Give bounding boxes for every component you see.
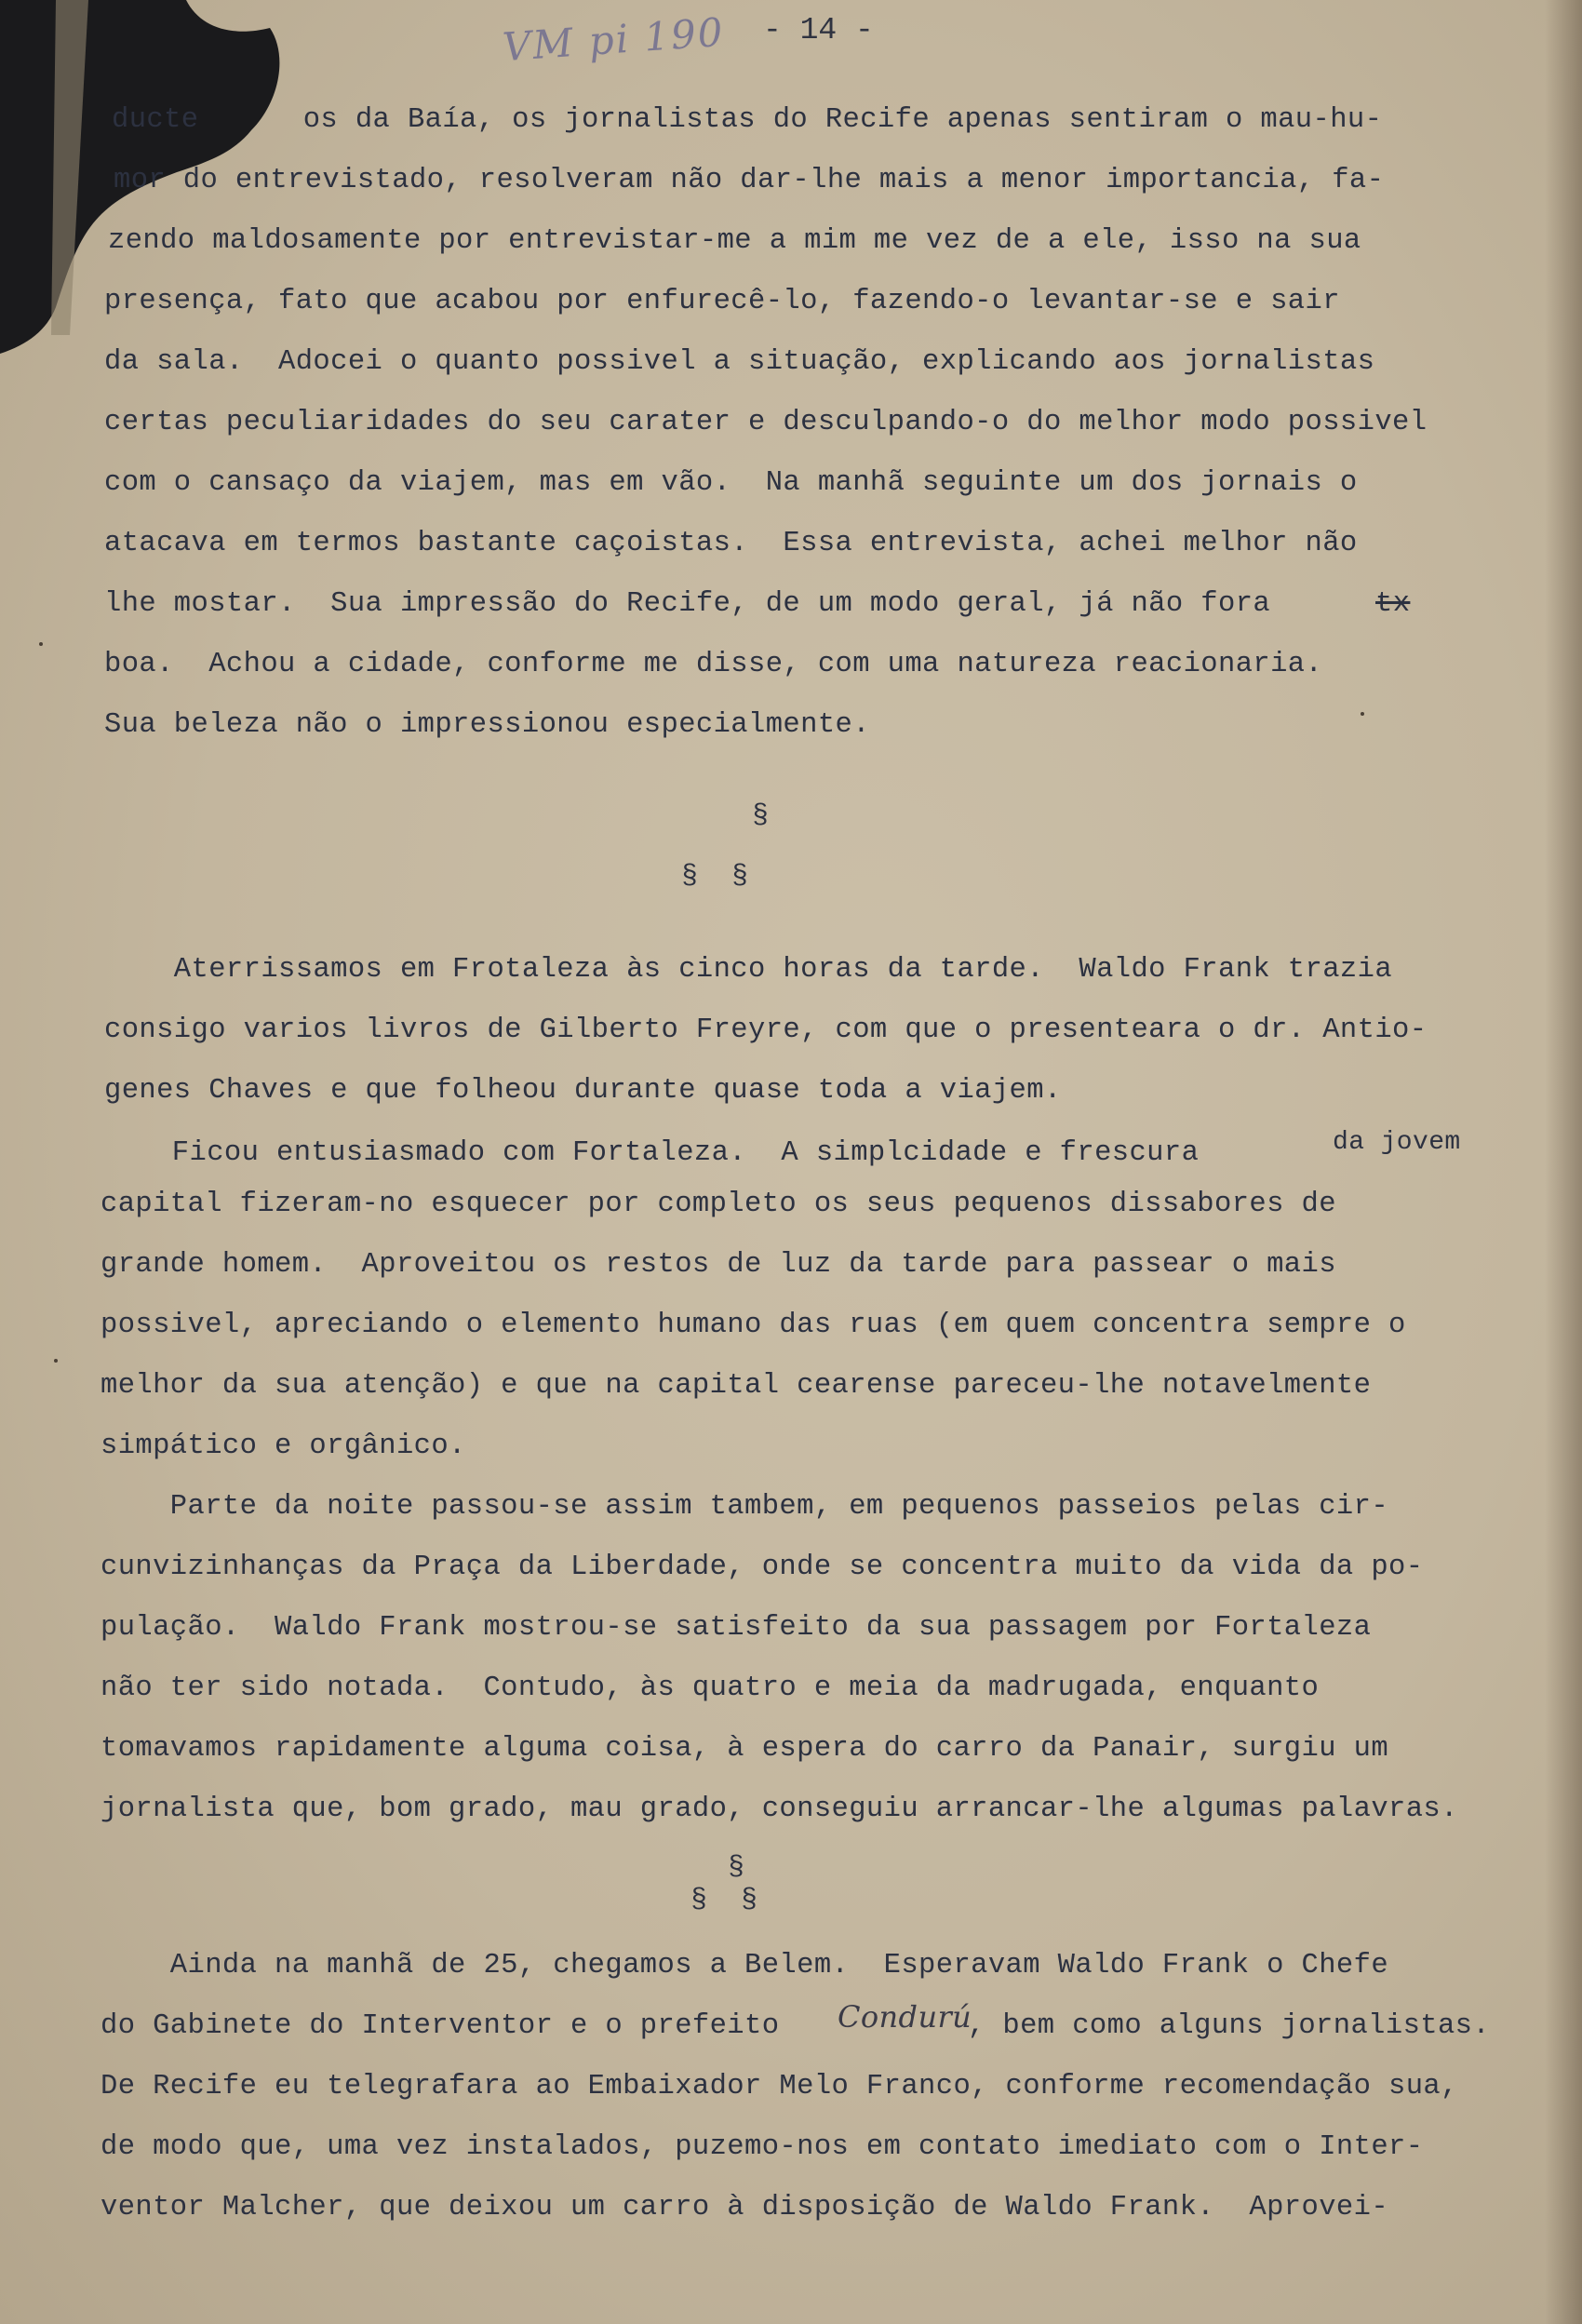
struck-text: tx bbox=[1375, 588, 1411, 620]
section-mark: § bbox=[752, 800, 770, 832]
text-line: genes Chaves e que folheou durante quase toda a viajem. bbox=[104, 1075, 1062, 1107]
archive-mark: VM pi 190 bbox=[501, 8, 726, 71]
text-line: não ter sido notada. Contudo, às quatro e meia da madrugada, enquanto bbox=[101, 1672, 1320, 1704]
paper-speck bbox=[39, 642, 43, 646]
text-line: Ainda na manhã de 25, chegamos a Belem. Esperavam Waldo Frank o Chefe bbox=[101, 1950, 1389, 1981]
paper-speck bbox=[54, 1359, 58, 1363]
text-line: mor do entrevistado, resolveram não dar-lhe mais a menor importancia, fa- bbox=[114, 165, 1385, 196]
text-line: consigo varios livros de Gilberto Freyre, com que o presenteara o dr. Antio- bbox=[104, 1014, 1428, 1046]
text-line: lhe mostar. Sua impressão do Recife, de um modo geral, já não fora bbox=[104, 588, 1271, 620]
text-line: melhor da sua atenção) e que na capital cearense pareceu-lhe notavelmente bbox=[101, 1370, 1372, 1402]
text-line: Sua beleza não o impressionou especialmente. bbox=[104, 709, 870, 741]
text-line: certas peculiaridades do seu carater e desculpando-o do melhor modo possivel bbox=[104, 407, 1428, 438]
text-line: atacava em termos bastante caçoistas. Essa entrevista, achei melhor não bbox=[104, 528, 1358, 559]
text-line: simpático e orgânico. bbox=[101, 1431, 466, 1462]
text-line: da sala. Adocei o quanto possivel a situação, explicando aos jornalistas bbox=[104, 346, 1375, 378]
text-line: possivel, apreciando o elemento humano das ruas (em quem concentra sempre o bbox=[101, 1310, 1406, 1341]
text-line: pulação. Waldo Frank mostrou-se satisfeito da sua passagem por Fortaleza bbox=[101, 1612, 1372, 1644]
paper-edge-shadow bbox=[1545, 0, 1582, 2324]
text-line: grande homem. Aproveitou os restos de luz da tarde para passear o mais bbox=[101, 1249, 1336, 1281]
paper-speck bbox=[1361, 712, 1364, 716]
text-line: Ficou entusiasmado com Fortaleza. A simplcidade e frescura bbox=[102, 1137, 1200, 1169]
page-number: - 14 - bbox=[763, 13, 874, 47]
text-line: tomavamos rapidamente alguma coisa, à espera do carro da Panair, surgiu um bbox=[101, 1733, 1389, 1765]
text-line: , bem como alguns jornalistas. bbox=[968, 2010, 1491, 2042]
text-line: presença, fato que acabou por enfurecê-lo, fazendo-o levantar-se e sair bbox=[104, 286, 1340, 317]
handwritten-name: Condurú bbox=[838, 1999, 972, 2035]
text-line: com o cansaço da viajem, mas em vão. Na manhã seguinte um dos jornais o bbox=[104, 467, 1358, 499]
text-line: Aterrissamos em Frotaleza às cinco horas da tarde. Waldo Frank trazia bbox=[104, 954, 1393, 986]
text-line: boa. Achou a cidade, conforme me disse, com uma natureza reacionaria. bbox=[104, 649, 1323, 680]
text-line: do Gabinete do Interventor e o prefeito bbox=[101, 2010, 780, 2042]
text-line: Parte da noite passou-se assim tambem, em pequenos passeios pelas cir- bbox=[101, 1491, 1389, 1523]
text-line: capital fizeram-no esquecer por completo os seus pequenos dissabores de bbox=[101, 1189, 1336, 1220]
text-line: de modo que, uma vez instalados, puzemo-nos em contato imediato com o Inter- bbox=[101, 2131, 1424, 2163]
section-mark: § bbox=[728, 1852, 745, 1884]
section-mark: § § bbox=[690, 1885, 758, 1916]
text-line: jornalista que, bom grado, mau grado, conseguiu arrancar-lhe algumas palavras. bbox=[101, 1793, 1458, 1825]
section-mark: § § bbox=[681, 861, 749, 893]
typed-insertion: da jovem bbox=[1333, 1128, 1461, 1157]
text-line: zendo maldosamente por entrevistar-me a mim me vez de a ele, isso na sua bbox=[108, 225, 1361, 257]
text-line: cunvizinhanças da Praça da Liberdade, onde se concentra muito da vida da po- bbox=[101, 1552, 1424, 1583]
text-line: De Recife eu telegrafara ao Embaixador Melo Franco, conforme recomendação sua, bbox=[101, 2071, 1458, 2102]
text-line: ventor Malcher, que deixou um carro à disposição de Waldo Frank. Aprovei- bbox=[101, 2192, 1389, 2223]
text-line: ducte os da Baía, os jornalistas do Recife apenas sentiram o mau-hu- bbox=[112, 104, 1383, 136]
